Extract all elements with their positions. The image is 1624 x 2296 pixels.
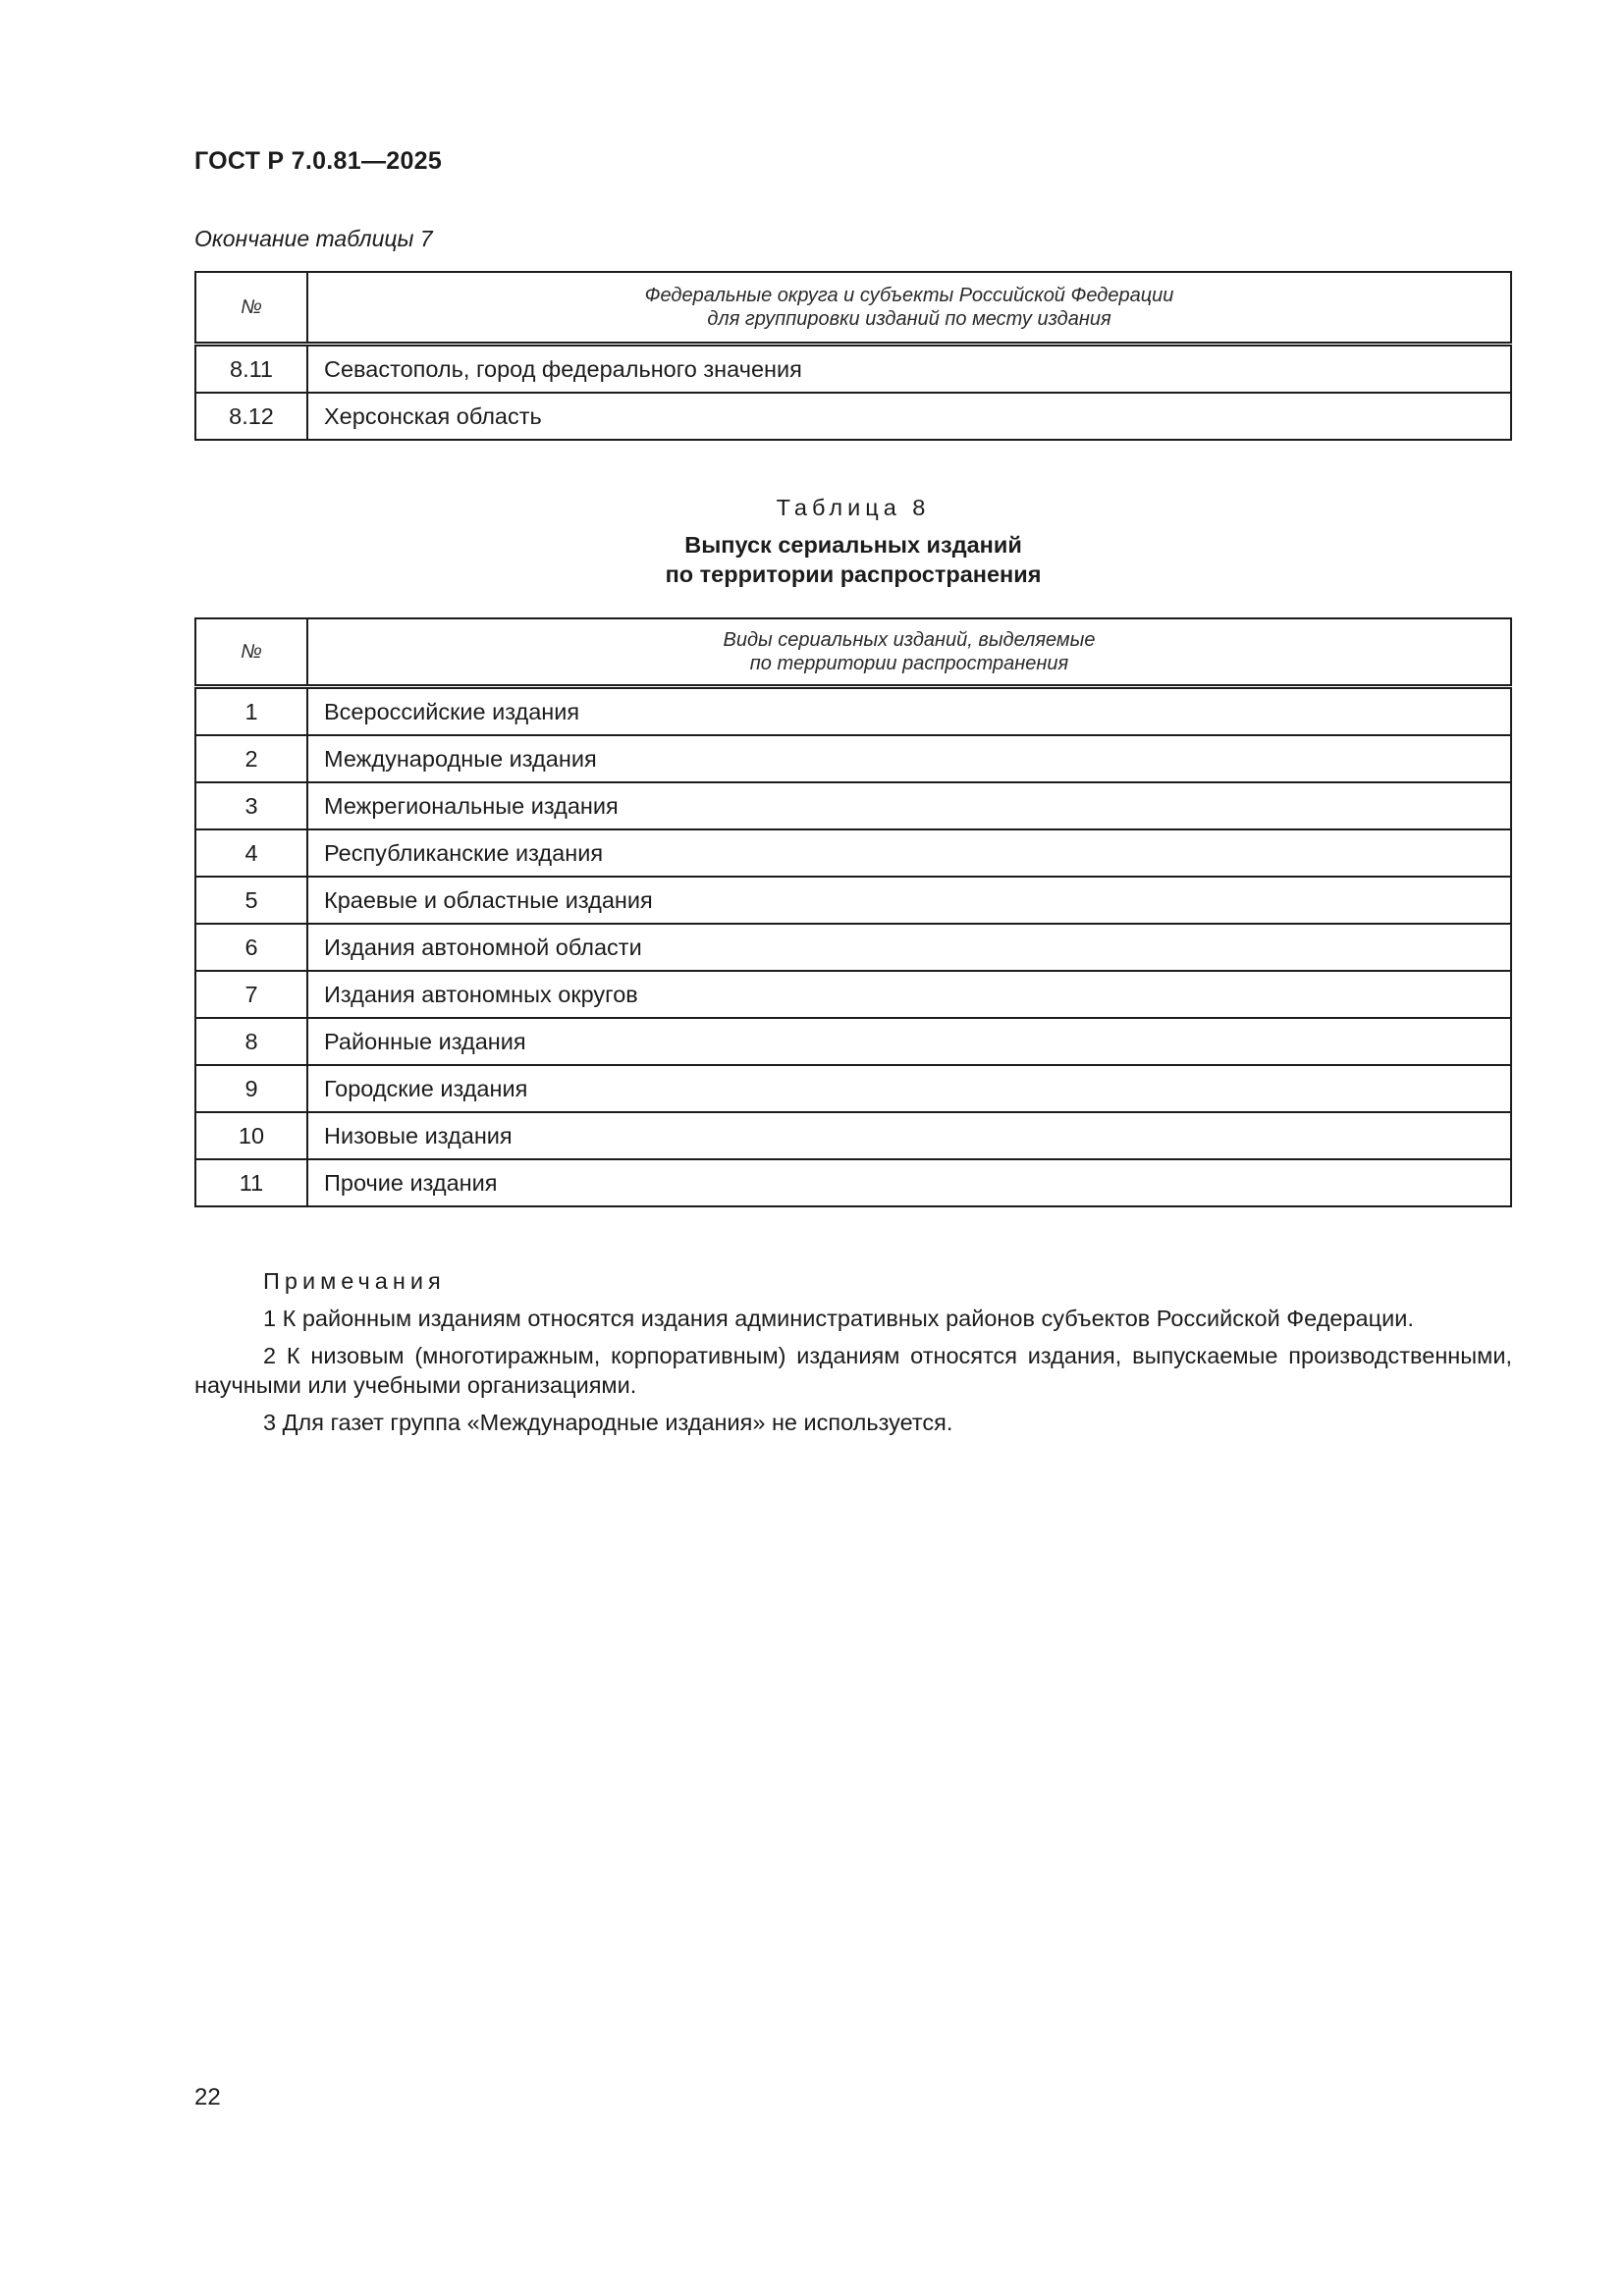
row-text: Всероссийские издания — [307, 687, 1511, 736]
table-row — [195, 1018, 1511, 1065]
table-row — [195, 1112, 1511, 1159]
table7-header-line1: Федеральные округа и субъекты Российской Федерации — [644, 285, 1174, 306]
row-number: 3 — [195, 782, 307, 829]
table8-title — [194, 530, 1512, 589]
row-text: Городские издания — [307, 1065, 1511, 1112]
note-item: 1 К районным изданиям относятся издания административных районов субъектов Российской Федерации. — [263, 1306, 1414, 1331]
table-row — [195, 687, 1511, 736]
table8-col-text-header — [307, 618, 1511, 687]
table8-col-num-header: № — [195, 618, 307, 687]
table-row — [195, 1065, 1511, 1112]
row-number: 11 — [195, 1159, 307, 1206]
row-number: 7 — [195, 971, 307, 1018]
table8-title-line2: по территории распространения — [665, 561, 1042, 587]
table7-header-row — [195, 272, 1511, 345]
table-row — [195, 971, 1511, 1018]
row-number: 8.12 — [195, 393, 307, 440]
row-number: 10 — [195, 1112, 307, 1159]
table7-continuation-caption: Окончание таблицы 7 — [194, 226, 433, 251]
row-text: Прочие издания — [307, 1159, 1511, 1206]
note-item: 3 Для газет группа «Международные издания» не используется. — [263, 1410, 953, 1435]
table-row — [195, 829, 1511, 877]
row-number: 4 — [195, 829, 307, 877]
row-text: Республиканские издания — [307, 829, 1511, 877]
table8-header-line2: по территории распространения — [749, 653, 1069, 674]
page-number: 22 — [194, 2084, 221, 2110]
row-number: 8.11 — [195, 345, 307, 394]
notes-title: Примечания — [263, 1268, 446, 1294]
row-text: Краевые и областные издания — [307, 877, 1511, 924]
table8-header-line1: Виды сериальных изданий, выделяемые — [723, 629, 1096, 651]
row-text: Международные издания — [307, 735, 1511, 782]
row-number: 8 — [195, 1018, 307, 1065]
row-number: 1 — [195, 687, 307, 736]
table7-header-line2: для группировки изданий по месту издания — [707, 308, 1111, 330]
table-row — [195, 345, 1511, 394]
table-row — [195, 735, 1511, 782]
row-text: Херсонская область — [307, 393, 1511, 440]
document-header: ГОСТ Р 7.0.81—2025 — [194, 147, 443, 175]
table-row — [195, 782, 1511, 829]
row-number: 9 — [195, 1065, 307, 1112]
table8 — [194, 617, 1512, 1207]
row-text: Межрегиональные издания — [307, 782, 1511, 829]
table8-title-line1: Выпуск сериальных изданий — [684, 532, 1022, 558]
table-row — [195, 924, 1511, 971]
row-text: Издания автономной области — [307, 924, 1511, 971]
row-text: Издания автономных округов — [307, 971, 1511, 1018]
row-number: 5 — [195, 877, 307, 924]
table-row — [195, 1159, 1511, 1206]
notes-section — [194, 1266, 1512, 1445]
table7 — [194, 271, 1512, 441]
row-number: 6 — [195, 924, 307, 971]
table-row — [195, 393, 1511, 440]
note-item: 2 К низовым (многотиражным, корпоративным) изданиям относятся издания, выпускаемые производственными, научными или учебными организациями. — [194, 1343, 1512, 1398]
row-number: 2 — [195, 735, 307, 782]
table8-header-row — [195, 618, 1511, 687]
row-text: Районные издания — [307, 1018, 1511, 1065]
row-text: Севастополь, город федерального значения — [307, 345, 1511, 394]
table7-col-num-header: № — [195, 272, 307, 345]
table7-col-text-header — [307, 272, 1511, 345]
row-text: Низовые издания — [307, 1112, 1511, 1159]
table-row — [195, 877, 1511, 924]
table8-label: Таблица 8 — [776, 495, 931, 520]
